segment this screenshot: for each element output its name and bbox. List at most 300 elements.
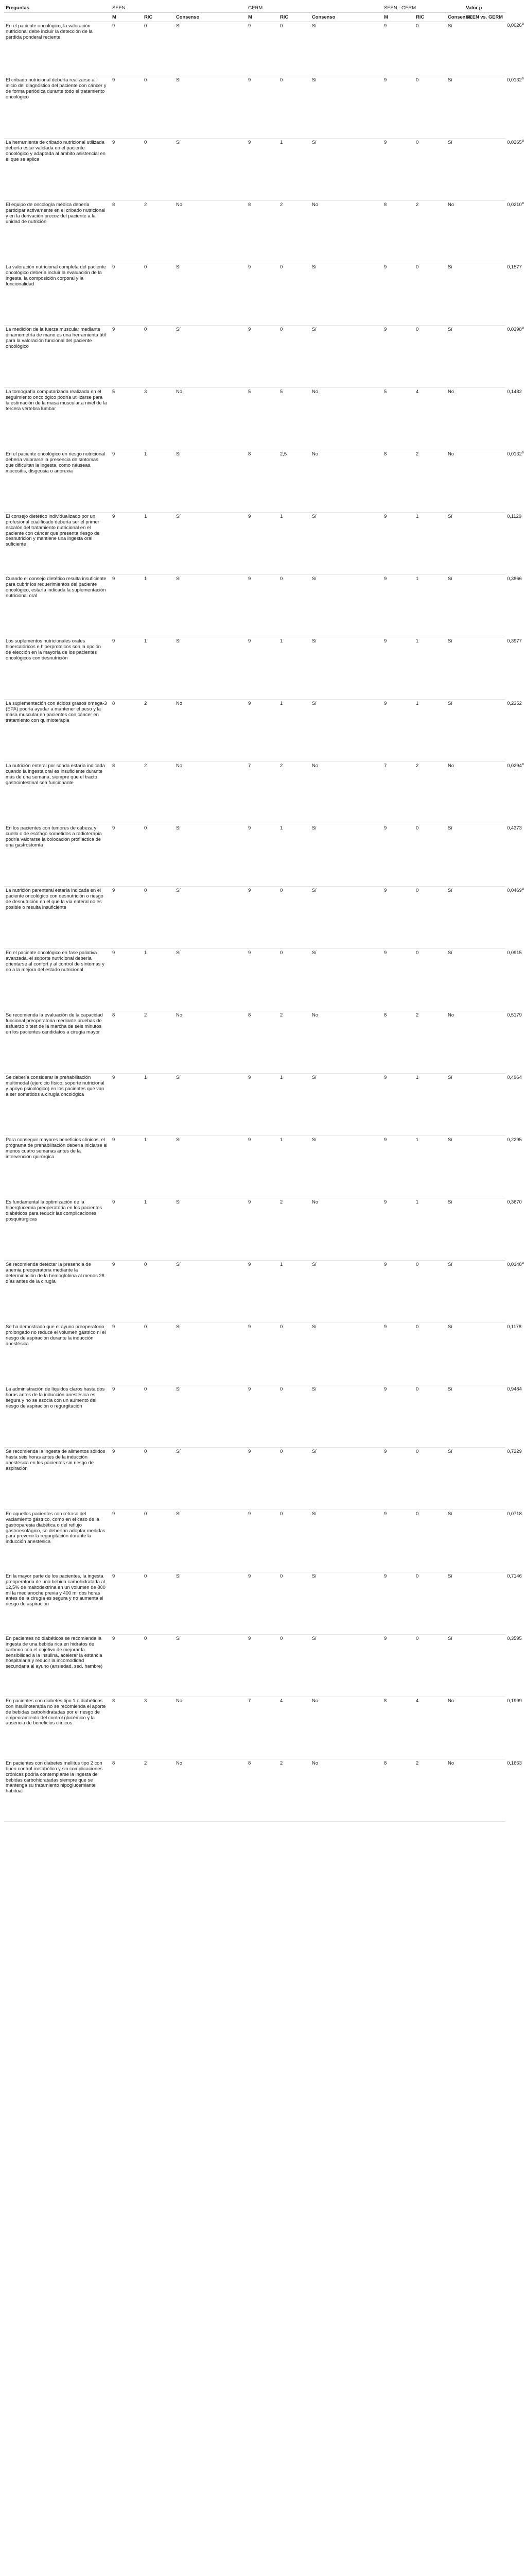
cell-sm: 9 [111,824,143,886]
cell-sr: 0 [143,1510,174,1572]
cell-gr: 2 [278,1011,310,1073]
cell-xr: 1 [414,637,446,699]
cell-xc: Sí [446,1447,464,1510]
cell-xm: 8 [382,1759,414,1821]
cell-sm: 9 [111,1385,143,1447]
cell-xm: 9 [382,886,414,948]
question-text: Cuando el consejo dietético resulta insuficiente para cubrir los requerimientos del paciente oncológico, estaría indicada la suplementación nutricional oral [4,574,111,637]
cell-gr: 4 [278,1697,310,1759]
question-text: Se recomienda la evaluación de la capacidad funcional preoperatoria mediante pruebas de esfuerzo o test de la marcha de seis minutos en los pacientes candidatos a cirugía mayor [4,1011,111,1073]
cell-xr: 1 [414,574,446,637]
cell-gr: 0 [278,22,310,76]
header-germ: GERM [247,3,382,12]
cell-sr: 0 [143,1323,174,1385]
table-row [4,263,505,325]
table-row [4,387,505,450]
consensus-table [4,3,524,1822]
cell-sr: 0 [143,325,174,387]
cell-sm: 9 [111,1198,143,1260]
cell-sr: 2 [143,761,174,824]
cell-xr: 4 [414,1697,446,1759]
cell-gr: 0 [278,1634,310,1697]
cell-gc: Sí [310,325,382,387]
cell-xm: 9 [382,637,414,699]
cell-sc: Sí [174,574,247,637]
cell-xc: No [446,1697,464,1759]
cell-gc: Sí [310,1510,382,1572]
question-text: La nutrición enteral por sonda estaría indicada cuando la ingesta oral es insuficiente durante más de una semana, siempre que el tracto gastrointestinal sea funcionante [4,761,111,824]
cell-xc: Sí [446,1198,464,1260]
cell-xm: 9 [382,1447,414,1510]
p-value-number: 0,1663 [507,1759,522,1766]
cell-gc: Sí [310,1323,382,1385]
p-value-number: 0,2352 [507,700,522,706]
cell-xc: Sí [446,1385,464,1447]
cell-sm: 9 [111,1510,143,1572]
cell-xm: 9 [382,138,414,200]
question-text: En los pacientes con tumores de cabeza y cuello o de esófago sometidos a radioterapia podría valorarse la colocación profiláctica de una gastrostomía [4,824,111,886]
cell-sr: 1 [143,574,174,637]
cell-xc: Sí [446,22,464,76]
cell-xr: 0 [414,1260,446,1323]
p-value-number: 0,0210 [507,201,522,207]
cell-xm: 9 [382,699,414,761]
cell-sc: Sí [174,450,247,512]
cell-sr: 0 [143,1260,174,1323]
header-germ-m: M [247,12,278,22]
cell-sc: Sí [174,824,247,886]
header-germ-ric: RIC [278,12,310,22]
question-text: Los suplementos nutricionales orales hipercalóricos e hiperproteicos son la opción de elección en la mayoría de los pacientes oncológicos con desnutrición [4,637,111,699]
p-value-number: 0,1999 [507,1697,522,1703]
cell-xm: 9 [382,1510,414,1572]
significance-mark: a [521,201,524,205]
question-text: Se debería considerar la prehabilitación multimodal (ejercicio físico, soporte nutricional y apoyo psicológico) en los pacientes que van a ser sometidos a cirugía oncológica [4,1073,111,1136]
cell-sr: 1 [143,512,174,574]
question-text: La tomografía computarizada realizada en el seguimiento oncológico podría utilizarse para la estimación de la masa muscular a nivel de la tercera vértebra lumbar [4,387,111,450]
significance-mark: a [521,326,524,330]
cell-xr: 0 [414,824,446,886]
cell-sr: 0 [143,138,174,200]
cell-xc: Sí [446,1323,464,1385]
cell-sm: 9 [111,1323,143,1385]
cell-sr: 1 [143,1073,174,1136]
cell-sm: 9 [111,574,143,637]
cell-xc: Sí [446,1572,464,1634]
cell-gr: 0 [278,1572,310,1634]
cell-gr: 1 [278,1073,310,1136]
significance-mark: a [521,139,524,143]
cell-gr: 5 [278,387,310,450]
cell-xc: Sí [446,886,464,948]
cell-gm: 9 [247,1323,278,1385]
cell-xc: Sí [446,1073,464,1136]
cell-sm: 9 [111,1447,143,1510]
cell-gm: 8 [247,1759,278,1821]
cell-xc: Sí [446,1136,464,1198]
cell-gc: Sí [310,1136,382,1198]
cell-gc: Sí [310,1073,382,1136]
cell-xr: 2 [414,761,446,824]
table-row [4,1634,505,1697]
question-text: Se recomienda la ingesta de alimentos sólidos hasta seis horas antes de la inducción anestésica en los pacientes sin riesgo de aspiración [4,1447,111,1510]
cell-sc: No [174,761,247,824]
p-value-number: 0,1482 [507,388,522,394]
question-text: En pacientes no diabéticos se recomienda la ingesta de una bebida rica en hidratos de carbono con el objetivo de mejorar la sensibilidad a la insulina, acelerar la estancia hospitalaria y reducir la incomodidad secundaria al ayuno (ansiedad, sed, hambre) [4,1634,111,1697]
p-value-number: 0,3670 [507,1198,522,1205]
table-row [4,1323,505,1385]
p-value-number: 0,4373 [507,824,522,831]
cell-xr: 0 [414,22,446,76]
table-row [4,1759,505,1821]
cell-gr: 0 [278,948,310,1011]
table-row [4,22,505,76]
cell-sm: 9 [111,1136,143,1198]
cell-gc: Sí [310,1634,382,1697]
p-value-number: 0,0718 [507,1510,522,1516]
cell-sm: 8 [111,200,143,263]
cell-sm: 9 [111,1073,143,1136]
p-value-number: 0,0294 [507,762,522,768]
question-text: En el paciente oncológico en riesgo nutricional debería valorarse la presencia de síntomas que dificultan la ingesta, como náuseas, mucositis, disgeusia o anorexia [4,450,111,512]
cell-sr: 2 [143,1011,174,1073]
significance-mark: a [521,22,524,26]
p-value-number: 0,5179 [507,1011,522,1018]
cell-gc: No [310,450,382,512]
cell-gr: 2 [278,1759,310,1821]
cell-gr: 0 [278,1447,310,1510]
significance-mark: a [521,450,524,454]
cell-gc: Sí [310,1572,382,1634]
cell-gm: 9 [247,1385,278,1447]
header-p-value: Valor p [464,3,505,12]
cell-gr: 1 [278,637,310,699]
cell-xm: 9 [382,325,414,387]
cell-sm: 8 [111,1011,143,1073]
cell-gm: 9 [247,699,278,761]
cell-gm: 9 [247,1198,278,1260]
cell-gm: 9 [247,325,278,387]
p-value-number: 0,0026 [507,22,522,28]
cell-xr: 0 [414,263,446,325]
cell-sm: 9 [111,450,143,512]
cell-sc: Sí [174,1073,247,1136]
header-seen-germ-consensus: Consenso [446,12,464,22]
question-text: En aquellos pacientes con retraso del vaciamiento gástrico, como en el caso de la gastroparesia diabética o del reflujo gastroesofágico, se deberían adoptar medidas para prevenir la regurgitación durante la inducción anestésica [4,1510,111,1572]
cell-gc: Sí [310,637,382,699]
cell-sr: 3 [143,387,174,450]
cell-gr: 1 [278,512,310,574]
cell-sr: 0 [143,1385,174,1447]
cell-xc: No [446,761,464,824]
cell-sc: Sí [174,1510,247,1572]
cell-xc: No [446,387,464,450]
header-seen: SEEN [111,3,247,12]
cell-sc: Sí [174,1198,247,1260]
p-value-number: 0,3866 [507,575,522,581]
cell-xr: 2 [414,450,446,512]
cell-gc: Sí [310,1260,382,1323]
table-row [4,450,505,512]
cell-xr: 1 [414,1198,446,1260]
cell-gc: Sí [310,512,382,574]
cell-gm: 8 [247,1011,278,1073]
cell-sr: 0 [143,263,174,325]
header-seen-germ: SEEN - GERM [382,3,464,12]
table-row [4,1136,505,1198]
header-row-groups [4,3,505,12]
cell-sm: 5 [111,387,143,450]
table-row [4,138,505,200]
cell-xc: Sí [446,824,464,886]
p-value-number: 0,4964 [507,1074,522,1080]
cell-gr: 1 [278,1260,310,1323]
cell-gr: 2 [278,200,310,263]
cell-xm: 9 [382,1073,414,1136]
cell-gm: 9 [247,637,278,699]
question-text: La herramienta de cribado nutricional utilizada debería estar validada en el paciente oncológico y adaptada al ámbito asistencial en el que se aplica [4,138,111,200]
cell-sm: 9 [111,138,143,200]
cell-xm: 9 [382,824,414,886]
question-text: El cribado nutricional debería realizarse al inicio del diagnóstico del paciente con cáncer y de forma periódica durante todo el tratamiento oncológico [4,76,111,138]
cell-xm: 9 [382,1198,414,1260]
cell-xm: 8 [382,450,414,512]
cell-sc: Sí [174,1634,247,1697]
cell-xc: Sí [446,574,464,637]
question-text: La administración de líquidos claros hasta dos horas antes de la inducción anestésica es segura y no se asocia con un aumento del riesgo de aspiración o regurgitación [4,1385,111,1447]
question-text: La medición de la fuerza muscular mediante dinamometría de mano es una herramienta útil para la valoración funcional del paciente oncológico [4,325,111,387]
cell-sc: No [174,387,247,450]
cell-xm: 9 [382,1260,414,1323]
cell-gc: Sí [310,22,382,76]
cell-sc: Sí [174,1447,247,1510]
cell-gc: Sí [310,886,382,948]
cell-xm: 9 [382,263,414,325]
cell-gr: 0 [278,1385,310,1447]
cell-sc: Sí [174,1136,247,1198]
cell-gm: 8 [247,450,278,512]
cell-sc: Sí [174,263,247,325]
cell-xc: Sí [446,948,464,1011]
cell-gr: 1 [278,138,310,200]
table-row [4,1385,505,1447]
cell-sm: 9 [111,263,143,325]
cell-xc: Sí [446,1634,464,1697]
cell-sr: 2 [143,699,174,761]
cell-gr: 0 [278,574,310,637]
table-row [4,637,505,699]
cell-gr: 0 [278,1323,310,1385]
p-value-number: 0,3595 [507,1635,522,1641]
header-row-sub [4,12,505,22]
cell-gc: No [310,1697,382,1759]
question-text: El consejo dietético individualizado por un profesional cualificado debería ser el primer escalón del tratamiento nutricional en el paciente con cáncer que presenta riesgo de desnutrición y mantiene una ingesta oral suficiente [4,512,111,574]
cell-gc: Sí [310,263,382,325]
cell-xm: 9 [382,512,414,574]
cell-xc: Sí [446,263,464,325]
cell-sr: 3 [143,1697,174,1759]
cell-gc: No [310,1198,382,1260]
table-row [4,1260,505,1323]
question-text: La nutrición parenteral estaría indicada en el paciente oncológico con desnutrición o riesgo de desnutrición en el que la vía enteral no es posible o resulta insuficiente [4,886,111,948]
p-value-number: 0,1129 [507,513,522,519]
question-text: La valoración nutricional completa del paciente oncológico debería incluir la evaluación de la ingesta, la composición corporal y la funcionalidad [4,263,111,325]
cell-xm: 9 [382,1385,414,1447]
cell-sr: 0 [143,1634,174,1697]
cell-sm: 8 [111,699,143,761]
cell-sr: 2 [143,200,174,263]
cell-xc: No [446,1011,464,1073]
cell-xc: Sí [446,138,464,200]
cell-sm: 9 [111,512,143,574]
p-value-number: 0,0132 [507,76,522,82]
cell-sc: No [174,1011,247,1073]
cell-gc: No [310,387,382,450]
question-text: En el paciente oncológico, la valoración nutricional debe incluir la detección de la pérdida ponderal reciente [4,22,111,76]
cell-xm: 9 [382,1323,414,1385]
cell-sc: Sí [174,76,247,138]
cell-gc: Sí [310,574,382,637]
cell-gc: No [310,1011,382,1073]
header-seen-m: M [111,12,143,22]
question-text: El equipo de oncología médica debería participar activamente en el cribado nutricional y en la derivación precoz del paciente a la unidad de nutrición [4,200,111,263]
cell-xc: No [446,200,464,263]
cell-xc: Sí [446,699,464,761]
cell-xm: 5 [382,387,414,450]
table-row [4,512,505,574]
cell-sc: Sí [174,1385,247,1447]
cell-xr: 0 [414,138,446,200]
cell-gm: 9 [247,512,278,574]
cell-gm: 9 [247,1447,278,1510]
cell-sr: 1 [143,637,174,699]
header-germ-consensus: Consenso [310,12,382,22]
table-row [4,76,505,138]
cell-xc: No [446,1759,464,1821]
cell-xm: 9 [382,1634,414,1697]
cell-gr: 0 [278,76,310,138]
cell-gm: 9 [247,1510,278,1572]
cell-gr: 2,5 [278,450,310,512]
cell-sc: Sí [174,948,247,1011]
cell-xr: 0 [414,325,446,387]
cell-xr: 2 [414,200,446,263]
cell-gc: No [310,1759,382,1821]
p-value-number: 0,2295 [507,1136,522,1142]
cell-xm: 9 [382,1572,414,1634]
cell-gm: 9 [247,76,278,138]
table-row [4,574,505,637]
question-text: En el paciente oncológico en fase paliativa avanzada, el soporte nutricional debería orientarse al confort y al control de síntomas y no a la mejora del estado nutricional [4,948,111,1011]
cell-sc: No [174,1759,247,1821]
cell-sr: 1 [143,450,174,512]
cell-sc: Sí [174,1572,247,1634]
cell-gc: Sí [310,948,382,1011]
cell-gc: Sí [310,1447,382,1510]
p-value-number: 0,0915 [507,949,522,955]
table-row [4,699,505,761]
header-p-sub: SEEN vs. GERM [464,12,505,22]
cell-xr: 0 [414,886,446,948]
cell-gm: 9 [247,1136,278,1198]
cell-gm: 9 [247,263,278,325]
cell-gr: 2 [278,1198,310,1260]
cell-xr: 2 [414,1011,446,1073]
cell-sc: Sí [174,1323,247,1385]
table-row [4,1510,505,1572]
cell-gm: 9 [247,1073,278,1136]
cell-sc: Sí [174,325,247,387]
cell-xr: 0 [414,1385,446,1447]
cell-sc: Sí [174,512,247,574]
cell-sc: No [174,1697,247,1759]
cell-xm: 7 [382,761,414,824]
cell-sc: Sí [174,138,247,200]
table-row [4,1073,505,1136]
cell-xc: Sí [446,325,464,387]
cell-sm: 9 [111,637,143,699]
cell-gr: 1 [278,1136,310,1198]
cell-sr: 1 [143,948,174,1011]
question-text: Para conseguir mayores beneficios clínicos, el programa de prehabilitación debería iniciarse al menos cuatro semanas antes de la intervención quirúrgica [4,1136,111,1198]
p-value-number: 0,1178 [507,1323,522,1329]
cell-xm: 9 [382,22,414,76]
cell-xm: 9 [382,1136,414,1198]
cell-gm: 9 [247,1634,278,1697]
cell-xm: 9 [382,948,414,1011]
question-text: Se ha demostrado que el ayuno preoperatorio prolongado no reduce el volumen gástrico ni el riesgo de aspiración durante la inducción anestésica [4,1323,111,1385]
cell-xc: Sí [446,637,464,699]
cell-gm: 7 [247,1697,278,1759]
header-seen-consensus: Consenso [174,12,247,22]
significance-mark: a [521,76,524,80]
cell-gm: 5 [247,387,278,450]
significance-mark: a [521,762,524,766]
cell-sm: 9 [111,325,143,387]
cell-sm: 9 [111,948,143,1011]
significance-mark: a [521,887,524,891]
cell-xm: 8 [382,1697,414,1759]
cell-xm: 8 [382,200,414,263]
table-row [4,761,505,824]
cell-sm: 9 [111,1572,143,1634]
cell-sr: 0 [143,1572,174,1634]
cell-gc: No [310,200,382,263]
cell-xr: 0 [414,1634,446,1697]
cell-xr: 0 [414,76,446,138]
cell-gr: 0 [278,886,310,948]
cell-xc: No [446,450,464,512]
cell-sm: 9 [111,1634,143,1697]
table-body [4,22,524,1821]
table-row [4,948,505,1011]
question-text: En pacientes con diabetes mellitus tipo 2 con buen control metabólico y sin complicaciones crónicas podría contemplarse la ingesta de bebidas carbohidratadas siempre que se mantenga su tratamiento hipoglucemiante habitual [4,1759,111,1821]
header-seen-germ-m: M [382,12,414,22]
table-row [4,1011,505,1073]
p-value-number: 0,1577 [507,263,522,269]
cell-xr: 2 [414,1759,446,1821]
cell-xm: 8 [382,1011,414,1073]
cell-xr: 0 [414,1323,446,1385]
cell-xc: Sí [446,512,464,574]
cell-sc: Sí [174,1260,247,1323]
cell-gr: 0 [278,1510,310,1572]
cell-gr: 0 [278,325,310,387]
cell-gr: 1 [278,699,310,761]
cell-gm: 9 [247,1572,278,1634]
cell-sr: 2 [143,1759,174,1821]
cell-sc: Sí [174,886,247,948]
